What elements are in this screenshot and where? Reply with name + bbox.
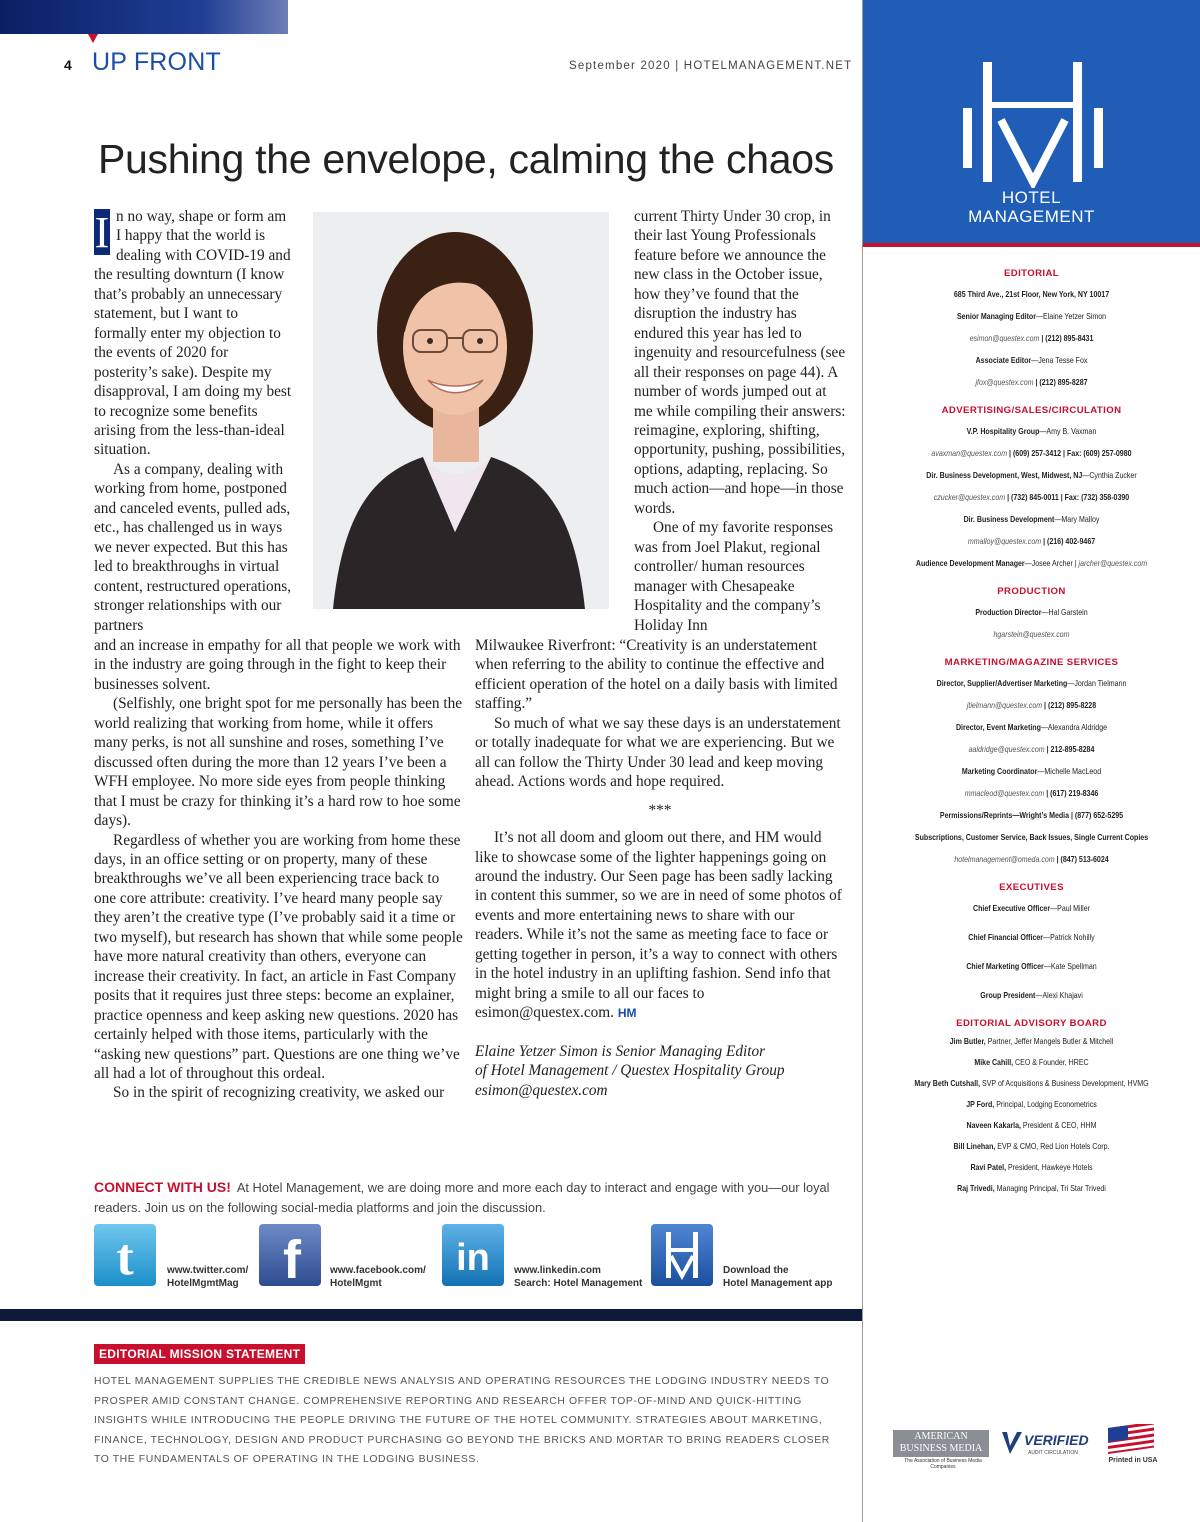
verified-logo: [1000, 1428, 1100, 1458]
logo-line-2: MANAGEMENT: [968, 207, 1095, 226]
masthead-contact: jtielmann@questex.com | (212) 895-8228: [966, 701, 1097, 710]
svg-text:in: in: [456, 1237, 490, 1279]
masthead-contact: hotelmanagement@omeda.com | (847) 513-6024: [954, 855, 1109, 864]
article-paragraph: n no way, shape or form am I happy that the world is dealing with COVID-19 and the resulting downturn (I know that’s probably an unnecessary statement, but I want to formally enter my objection to the events of 2020 for posterity’s sake). Despite my disapproval, I am doing my best to recognize some benefits arising from the less-than-ideal situation.: [94, 208, 292, 459]
article-column-1-lower: [94, 636, 464, 1103]
article-paragraph: One of my favorite responses was from Joel Plakut, regional controller/ human resources manager with Chesapeake Hospitality and the company’s Holiday Inn: [634, 519, 834, 634]
social-twitter[interactable]: [94, 1224, 254, 1288]
logo-line-1: HOTEL: [1001, 188, 1062, 207]
masthead-line: Production Director—Hal Garstein: [975, 608, 1088, 617]
article-column-1: [94, 207, 294, 635]
masthead-heading-editorial: EDITORIAL: [1003, 268, 1060, 279]
app-line2[interactable]: Hotel Management app: [723, 1278, 833, 1289]
linkedin-url-line2[interactable]: Search: Hotel Management: [514, 1278, 643, 1289]
masthead-contact: jfox@questex.com | (212) 895-8287: [975, 378, 1088, 387]
abm-logo: [893, 1430, 989, 1457]
svg-text:f: f: [283, 1230, 301, 1286]
masthead-contact: esimon@questex.com | (212) 895-8431: [969, 334, 1094, 343]
printed-in-usa: Printed in USA: [1108, 1457, 1158, 1464]
masthead-heading-advertising: ADVERTISING/SALES/CIRCULATION: [941, 405, 1122, 416]
linkedin-url-line1[interactable]: www.linkedin.com: [514, 1265, 601, 1276]
masthead-heading-production: PRODUCTION: [997, 586, 1066, 597]
abm-logo-line2: BUSINESS MEDIA: [899, 1443, 983, 1454]
footer-divider-bar: [0, 1309, 862, 1321]
article-paragraph: Milwaukee Riverfront: “Creativity is an understatement when referring to the ability to continue the effective and efficient operation of the hotel on a daily basis with limited staffing.”: [475, 637, 838, 713]
masthead-line: Director, Event Marketing—Alexandra Aldridge: [955, 723, 1108, 732]
header-red-marker: [88, 34, 98, 43]
masthead-line: Chief Marketing Officer—Kate Spellman: [966, 962, 1097, 971]
advisory-member: Jim Butler, Partner, Jeffer Mangels Butler & Mitchell: [949, 1037, 1114, 1046]
article-paragraph: So much of what we say these days is an understatement or totally inadequate for what we are experiencing. But we all can follow the Thirty Under 30 lead and keep moving ahead. Actions words and hope required.: [475, 714, 841, 791]
author-photo: [313, 212, 609, 609]
masthead-heading-marketing: MARKETING/MAGAZINE SERVICES: [944, 657, 1119, 668]
masthead-line: Subscriptions, Customer Service, Back Issues, Single Current Copies: [914, 833, 1149, 842]
sidebar-red-rule: [863, 243, 1200, 247]
verified-sub: AUDIT CIRCULATION: [1028, 1450, 1078, 1456]
connect-text: At Hotel Management, we are doing more and more each day to interact and engage with you—our loyal readers. Join us on the following social-media platforms and join the discussion.: [94, 1180, 830, 1215]
advisory-member: Naveen Kakarla, President & CEO, HHM: [966, 1121, 1097, 1130]
article-paragraph: and an increase in empathy for all that people we work with in the industry are going through in the fight to keep their businesses solvent.: [94, 637, 461, 693]
app-line1[interactable]: Download the: [723, 1265, 789, 1276]
masthead-line: Director, Supplier/Advertiser Marketing—Jordan Tielmann: [936, 679, 1127, 688]
author-bio-line-1: Elaine Yetzer Simon is Senior Managing Editor: [475, 1042, 766, 1060]
advisory-member: Bill Linehan, EVP & CMO, Red Lion Hotels Corp.: [953, 1142, 1110, 1151]
masthead-contact: mmacleod@questex.com | (617) 219-8346: [964, 789, 1099, 798]
masthead-heading-executives: EXECUTIVES: [999, 882, 1064, 893]
masthead-line: Dir. Business Development—Mary Malloy: [963, 515, 1100, 524]
section-separator: ***: [648, 801, 672, 819]
masthead-heading-advisory: EDITORIAL ADVISORY BOARD: [956, 1018, 1107, 1029]
us-flag-icon: [1108, 1424, 1156, 1456]
mission-title: EDITORIAL MISSION STATEMENT: [94, 1344, 305, 1364]
masthead-contact: aaldridge@questex.com | 212-895-8284: [968, 745, 1095, 754]
article-paragraph: Regardless of whether you are working from home these days, in an office setting or on property, many of these breakthroughs we’ve all been experiencing trace back to one core attribute: creativity. I’ve heard many people say they aren’t the creative type (I’ve probably said it a time or two myself), but research has shown that while some people have more natural creativity than others, everyone can increase their creativity. In fact, an article in Fast Company posits that it requires just three steps: become an explainer, practice openness and keep asking new questions. 2020 has certainly helped with those items, particularly with the “asking new questions” part. Questions are one thing we’ve all had a lot of throughout this ordeal.: [94, 831, 463, 1082]
end-tag: HM: [617, 1006, 637, 1021]
masthead-contact: hgarstein@questex.com: [993, 630, 1070, 639]
linkedin-icon[interactable]: [442, 1224, 504, 1286]
verified-check-icon: [1000, 1428, 1100, 1458]
article-paragraph: It’s not all doom and gloom out there, and HM would like to showcase some of the lighter happenings going on around the industry. Our Seen page has been sadly lacking in content this summer, so we are in need of some photos of events and more entertaining news to share with our readers. While it’s not the same as meeting face to face or getting together in person, it’s a way to connect with others in the hotel industry in an uplifting fashion. Send info that might bring a smile to all our faces to esimon@questex.com.: [475, 829, 842, 1022]
article-paragraph: (Selfishly, one bright spot for me personally has been the world realizing that working from home, while it offers many perks, is not all sunshine and roses, something I’ve discussed often during the more than 12 years I’ve been a WFH employee. No more side eyes from people thinking that I must be crazy for thinking it’s a hard row to hoe some days).: [94, 695, 463, 830]
author-bio-email[interactable]: esimon@questex.com: [475, 1081, 608, 1099]
masthead-line: Senior Managing Editor—Elaine Yetzer Simon: [956, 312, 1107, 321]
masthead-line: Audience Development Manager—Josee Archer | jarcher@questex.com: [915, 559, 1148, 568]
hm-logo-icon: [963, 58, 1103, 188]
masthead-line: Chief Financial Officer—Patrick Nohilly: [968, 933, 1095, 942]
verified-word: VERIFIED: [1024, 1432, 1089, 1448]
masthead-line: Dir. Business Development, West, Midwest, NJ—Cynthia Zucker: [926, 471, 1137, 480]
sidebar-logo-text: [863, 188, 1200, 226]
masthead-line: Chief Executive Officer—Paul Miller: [972, 904, 1091, 913]
masthead-contact: czucker@questex.com | (732) 845-0011 | Fax: (732) 358-0390: [933, 493, 1130, 502]
connect-section: [94, 1178, 834, 1217]
hm-app-icon[interactable]: [651, 1224, 713, 1286]
masthead-line: Permissions/Reprints—Wright’s Media | (877) 652-5295: [939, 811, 1124, 820]
svg-text:t: t: [116, 1229, 134, 1286]
masthead-contact: avaxman@questex.com | (609) 257-3412 | Fax: (609) 257-0980: [931, 449, 1132, 458]
masthead: [863, 262, 1200, 1205]
twitter-icon[interactable]: [94, 1224, 156, 1286]
abm-logo-line1: AMERICAN: [914, 1431, 968, 1442]
facebook-icon[interactable]: [259, 1224, 321, 1286]
header-color-bar: [0, 0, 288, 34]
author-bio-line-2: of Hotel Management / Questex Hospitality Group: [475, 1062, 785, 1080]
advisory-member: JP Ford, Principal, Lodging Econometrics: [966, 1100, 1097, 1109]
drop-cap: I: [94, 208, 110, 257]
article-headline: Pushing the envelope, calming the chaos: [98, 136, 834, 182]
article-paragraph: As a company, dealing with working from home, postponed and canceled events, pulled ads, etc., has challenged us in ways we never expected. But this has led to breakthroughs in virtual content, restructured operations, stronger relationships with our partners: [94, 460, 292, 634]
masthead-contact: mmalloy@questex.com | (216) 402-9467: [967, 537, 1096, 546]
masthead-line: Group President—Alexi Khajavi: [980, 991, 1083, 1000]
facebook-url-line1[interactable]: www.facebook.com/: [330, 1265, 426, 1276]
article-paragraph: So in the spirit of recognizing creativity, we asked our: [113, 1084, 445, 1102]
advisory-member: Mike Cahill, CEO & Founder, HREC: [974, 1058, 1089, 1067]
editorial-address: 685 Third Ave., 21st Floor, New York, NY 10017: [953, 290, 1110, 299]
page-number: 4: [64, 57, 72, 73]
masthead-line: V.P. Hospitality Group—Amy B. Vaxman: [966, 427, 1097, 436]
social-hm-app[interactable]: [651, 1224, 851, 1288]
social-linkedin[interactable]: [442, 1224, 642, 1288]
masthead-line: Marketing Coordinator—Michelle MacLeod: [961, 767, 1102, 776]
advisory-member: Mary Beth Cutshall, SVP of Acquisitions & Business Development, HVMG: [914, 1079, 1149, 1088]
twitter-url-line2[interactable]: HotelMgmtMag: [167, 1278, 239, 1289]
abm-tagline: The Association of Business Media Companies: [904, 1458, 982, 1470]
social-facebook[interactable]: [259, 1224, 429, 1288]
twitter-url-line1[interactable]: www.twitter.com/: [167, 1265, 249, 1276]
section-title: UP FRONT: [92, 48, 221, 76]
masthead-line: Associate Editor—Jena Tesse Fox: [975, 356, 1088, 365]
dateline: September 2020 | HOTELMANAGEMENT.NET: [569, 60, 853, 72]
connect-title: CONNECT WITH US!: [94, 1179, 231, 1195]
article-column-2-top: [634, 207, 846, 635]
article-column-2-lower: [475, 636, 845, 1100]
facebook-url-line2[interactable]: HotelMgmt: [330, 1278, 382, 1289]
advisory-member: Raj Trivedi, Managing Principal, Tri Star Trivedi: [957, 1184, 1106, 1193]
author-portrait-image: [313, 212, 609, 609]
article-paragraph: current Thirty Under 30 crop, in their last Young Professionals feature before we announce the new class in the October issue, how they’ve found that the disruption the industry has endured this year has led to ingenuity and resourcefulness (see all their responses on page 44). A number of words jumped out at me while compiling their answers: reimagine, exploring, shifting, opportunity, pushing, possibilities, options, adapting, replacing. So much action—and hope—in those words.: [634, 208, 846, 517]
mission-text: HOTEL MANAGEMENT SUPPLIES THE CREDIBLE NEWS ANALYSIS AND OPERATING RESOURCES THE LODGING INDUSTRY NEEDS TO PROSPER AMID CONSTANT CHANGE. COMPREHENSIVE REPORTING AND RESEARCH OFFER TOP-OF-MIND AND QUICK-HITTING INSIGHTS WHILE INTRODUCING THE PEOPLE DRIVING THE FUTURE OF THE HOTEL COMMUNITY. STRATEGIES ABOUT MARKETING, FINANCE, TECHNOLOGY, DESIGN AND PRODUCT PURCHASING GO BEYOND THE BRICKS AND MORTAR TO BRING READERS CLOSER TO THE FUNDAMENTALS OF OPERATING IN THE LODGING BUSINESS.: [94, 1376, 830, 1465]
advisory-member: Ravi Patel, President, Hawkeye Hotels: [970, 1163, 1093, 1172]
